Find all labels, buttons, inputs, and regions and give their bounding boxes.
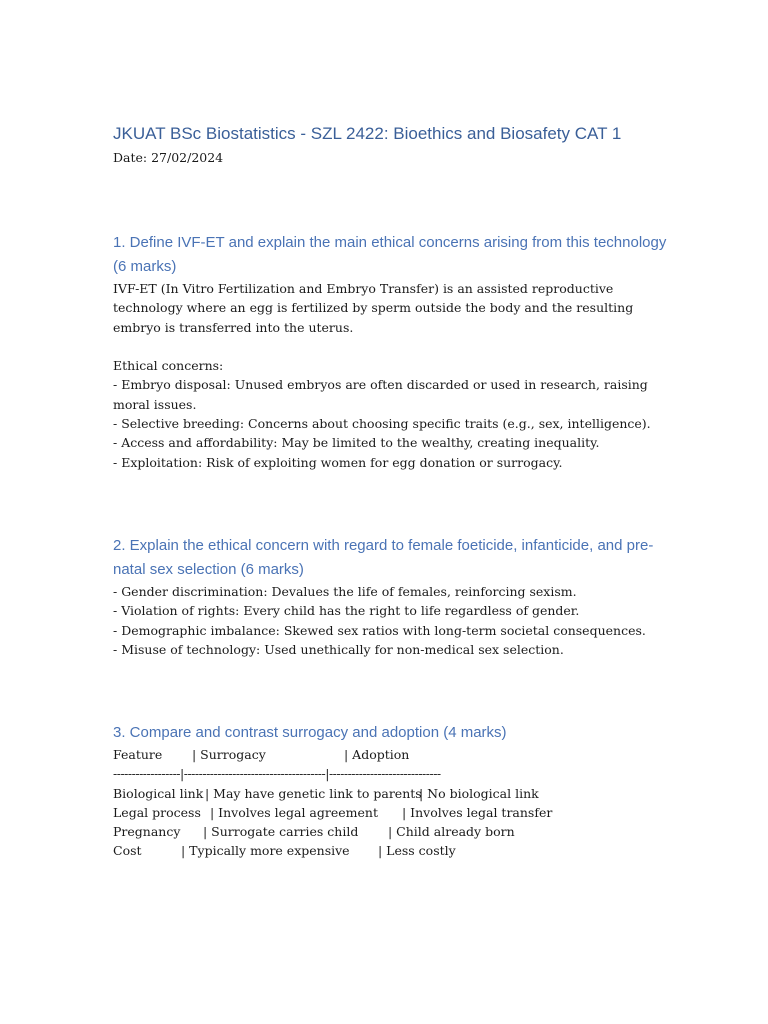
table-cell: | Involves legal transfer bbox=[402, 804, 553, 820]
table-cell: Biological link bbox=[113, 785, 204, 801]
table-cell: | Involves legal agreement bbox=[210, 804, 378, 820]
table-cell: | Less costly bbox=[378, 843, 456, 859]
table-separator: ------------------|--------------------------------------|------------------------------ bbox=[113, 766, 441, 782]
table-cell: | Surrogate carries child bbox=[203, 824, 359, 840]
table-row bbox=[113, 841, 673, 860]
table-cell: | Child already born bbox=[388, 824, 515, 840]
table-row bbox=[113, 822, 673, 841]
question-3-heading: 3. Compare and contrast surrogacy and adoption (4 marks) bbox=[113, 724, 507, 741]
table-cell: | May have genetic link to parents bbox=[205, 785, 422, 801]
question-1-heading: 1. Define IVF-ET and explain the main ethical concerns arising from this technology (6 marks) bbox=[113, 234, 667, 275]
question-1-answer bbox=[113, 279, 673, 472]
question-2-answer bbox=[113, 582, 673, 659]
table-cell: Feature bbox=[113, 747, 163, 762]
question-2-heading: 2. Explain the ethical concern with regard to female foeticide, infanticide, and pre-natal sex selection (6 marks) bbox=[113, 537, 654, 578]
list-item: - Exploitation: Risk of exploiting women for egg donation or surrogacy. bbox=[113, 454, 563, 470]
table-cell: Cost bbox=[113, 843, 142, 859]
table-row bbox=[113, 784, 673, 803]
list-item: - Demographic imbalance: Skewed sex ratios with long-term societal consequences. bbox=[113, 622, 646, 638]
table-cell: | No biological link bbox=[419, 785, 539, 801]
list-item: - Gender discrimination: Devalues the life of females, reinforcing sexism. bbox=[113, 584, 577, 599]
document-title: JKUAT BSc Biostatistics - SZL 2422: Bioethics and Biosafety CAT 1 bbox=[113, 124, 622, 143]
table-cell: | Typically more expensive bbox=[181, 843, 350, 859]
list-item: - Embryo disposal: Unused embryos are often discarded or used in research, raising moral issues. bbox=[113, 377, 648, 412]
list-item: - Access and affordability: May be limited to the wealthy, creating inequality. bbox=[113, 435, 600, 451]
list-item: - Violation of rights: Every child has the right to life regardless of gender. bbox=[113, 603, 580, 619]
table-header-row bbox=[113, 745, 673, 764]
table-cell: Pregnancy bbox=[113, 824, 181, 840]
comparison-table bbox=[113, 745, 673, 861]
table-cell: Legal process bbox=[113, 804, 201, 820]
list-item: - Selective breeding: Concerns about choosing specific traits (e.g., sex, intelligence). bbox=[113, 416, 651, 432]
document-date: Date: 27/02/2024 bbox=[113, 150, 224, 165]
ivf-definition: IVF-ET (In Vitro Fertilization and Embryo Transfer) is an assisted reproductive technology where an egg is fertilized by sperm outside the body and the resulting embryo is transferred into the uterus. bbox=[113, 281, 634, 335]
table-cell: | Adoption bbox=[344, 747, 410, 762]
list-item: - Misuse of technology: Used unethically for non-medical sex selection. bbox=[113, 641, 564, 657]
table-cell: | Surrogacy bbox=[192, 747, 266, 762]
table-row bbox=[113, 803, 673, 822]
table-separator-row bbox=[113, 764, 673, 783]
ethical-concerns-label: Ethical concerns: bbox=[113, 358, 224, 374]
